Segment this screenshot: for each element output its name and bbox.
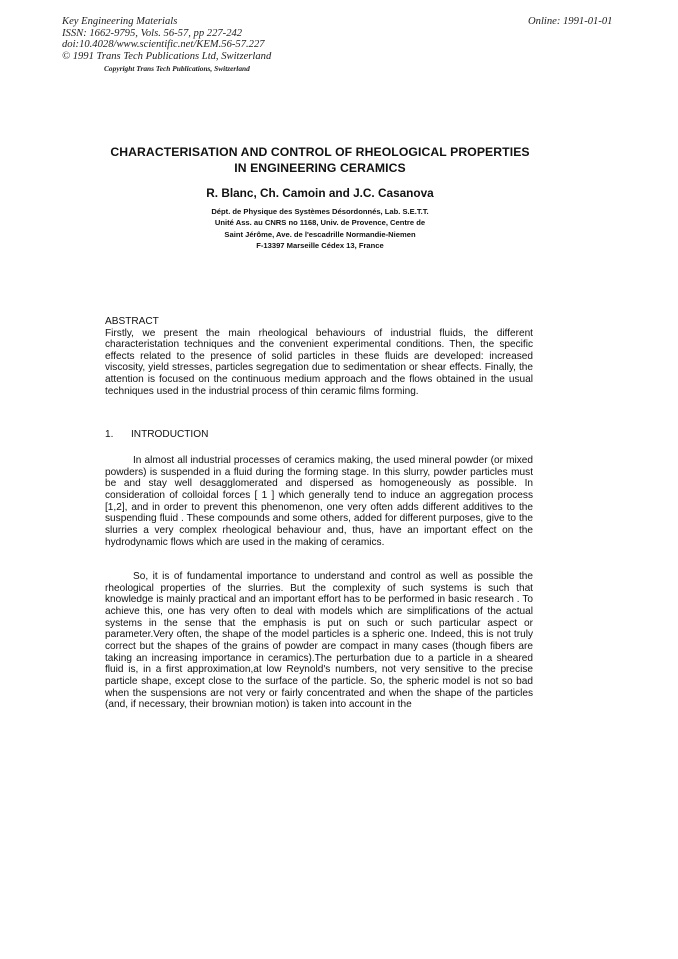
section-title: INTRODUCTION: [131, 429, 209, 440]
authors: R. Blanc, Ch. Camoin and J.C. Casanova: [206, 186, 434, 200]
abstract-text: [105, 328, 533, 398]
journal-name: Key Engineering Materials: [62, 16, 178, 27]
paper-title: [80, 144, 560, 176]
affiliation-line-1: Dépt. de Physique des Systèmes Désordonnés, Lab. S.E.T.T.: [211, 207, 429, 216]
journal-header: [62, 16, 271, 75]
copyright-notice: Copyright Trans Tech Publications, Switzerland: [104, 64, 250, 74]
section-heading: [105, 429, 533, 441]
affiliation: [160, 206, 480, 252]
publisher-line: © 1991 Trans Tech Publications Ltd, Switzerland: [62, 50, 272, 62]
abstract-paragraph: Firstly, we present the main rheological behaviours of industrial fluids, the different characteristation techniques and the convenient experimental conditions. Then, the specific effects related to the presence of solid particles in these fluids are developed: increased viscosity, yield stresses, particles segregation due to sedimentation or shear effects. Finally, the attention is focused on the continuous medium approach and the flows obtained in the usual techniques used in the industrial process of thin ceramic films forming.: [105, 327, 533, 397]
online-date: Online: 1991-01-01: [528, 16, 613, 27]
affiliation-line-3: Saint Jérôme, Ave. de l'escadrille Normandie-Niemen: [224, 229, 416, 239]
title-line-1: CHARACTERISATION AND CONTROL OF RHEOLOGICAL PROPERTIES: [110, 145, 530, 159]
paragraph-text: In almost all industrial processes of ceramics making, the used mineral powder (or mixed powders) is suspended in a fluid during the forming stage. In this slurry, powder particles must be and stay well desagglomerated and dispersed as homogeneously as possible. In consideration of colloidal forces [ 1 ] which generally tend to induce an aggregation process [1,2], and in order to prevent this phenomenon, one very often adds different additives to the suspending fluid . These compounds and some others, added for different purposes, give to the slurries a very complex rheological behaviour and, thus, have an important effect on the hydrodynamic flows which are used in the making of ceramics.: [105, 455, 533, 548]
issn-line: ISSN: 1662-9795, Vols. 56-57, pp 227-242: [62, 27, 243, 39]
section-number: 1.: [105, 429, 114, 440]
affiliation-line-4: F-13397 Marseille Cédex 13, France: [256, 241, 384, 251]
intro-paragraph-1: [105, 455, 533, 548]
title-line-2: IN ENGINEERING CERAMICS: [234, 161, 406, 175]
paragraph-text: So, it is of fundamental importance to understand and control as well as possible the rheological properties of the slurries. But the complexity of such systems is such that knowledge is mainly practical and an important effort has to be performed in basic research . To achieve this, one has very often to deal with models which are simplifications of the actual systems in the sense that the emphasis is put on such or such particular aspect or parameter.Very often, the shape of the model particles is a spheric one. Indeed, this is not truly correct but the shapes of the grains of powder are compact in many cases (though fibers are taking an increasing importance in ceramics).The perturbation due to a particle in a sheared fluid is, in a first approximation,at low Reynold's numbers, not very sensitive to the precise particle shape, except close to the surface of the particle. So, the spheric model is not so bad when the suspensions are not very or fairly concentrated and when the shape of the particles (and, if necessary, their brownian motion) is taken into account in the: [105, 571, 533, 711]
affiliation-line-2: Unité Ass. au CNRS no 1168, Univ. de Provence, Centre de: [214, 218, 426, 228]
doi-line: doi:10.4028/www.scientific.net/KEM.56-57.227: [62, 39, 265, 51]
abstract-heading: ABSTRACT: [105, 316, 159, 327]
intro-paragraph-2: [105, 571, 533, 711]
